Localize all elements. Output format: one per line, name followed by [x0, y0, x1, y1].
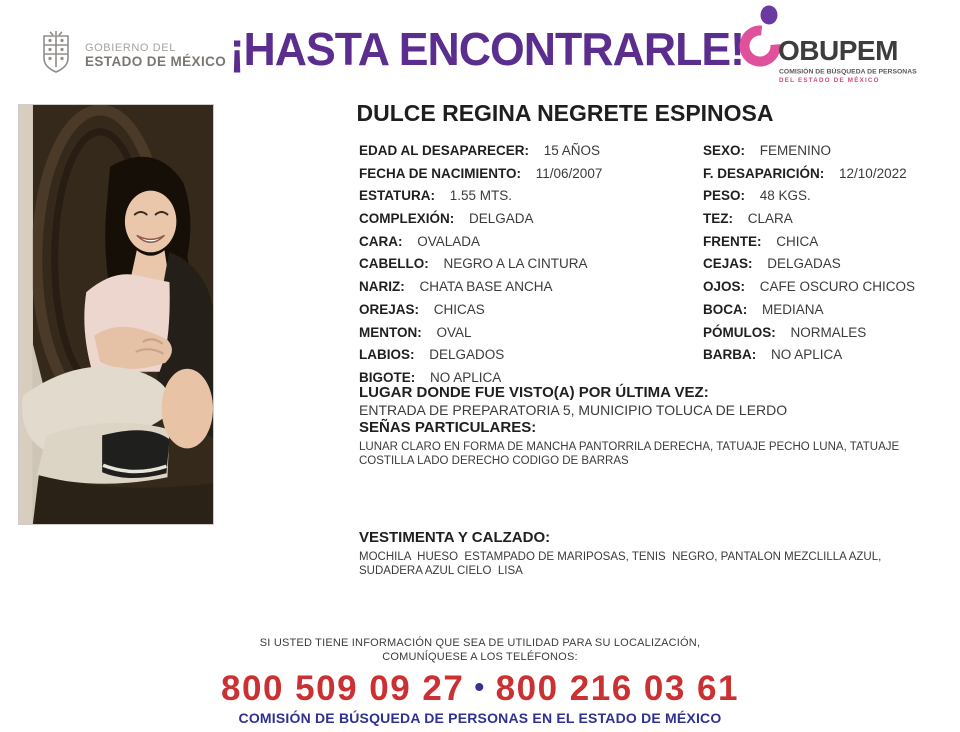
field-row [359, 208, 602, 231]
field-value: DELGADA [469, 211, 534, 227]
phone-separator-dot: • [474, 671, 486, 702]
field-label: TEZ: [703, 211, 733, 227]
field-row [359, 163, 602, 186]
field-value: CHATA BASE ANCHA [419, 279, 553, 295]
field-label: CARA: [359, 233, 403, 249]
field-value: DELGADOS [429, 347, 505, 363]
field-value: NORMALES [790, 324, 867, 340]
field-value: OVAL [436, 324, 472, 340]
field-value: MEDIANA [762, 301, 824, 317]
field-row [703, 253, 915, 276]
field-value: NO APLICA [771, 347, 843, 363]
field-label: SEXO: [703, 143, 746, 158]
field-row [703, 322, 915, 345]
field-row [703, 276, 915, 299]
field-label: MENTON: [359, 324, 422, 340]
missing-person-photo [18, 104, 214, 525]
field-value: OVALADA [417, 233, 481, 249]
clothing-label: VESTIMENTA Y CALZADO: [359, 529, 551, 546]
details-blocks [359, 384, 947, 468]
field-row [359, 185, 602, 208]
field-label: CEJAS: [703, 256, 753, 272]
footer [0, 637, 960, 726]
phone-number-1: 800 509 09 27 [221, 669, 465, 708]
field-row [703, 231, 915, 254]
gov-logo-line2: ESTADO DE MÉXICO [85, 54, 227, 69]
field-value: CHICA [776, 233, 819, 249]
field-value: FEMENINO [759, 143, 832, 158]
poster-title: ¡HASTA ENCONTRARLE! [229, 23, 745, 75]
field-value: CAFE OSCURO CHICOS [759, 279, 916, 295]
field-label: BOCA: [703, 301, 748, 317]
cobupem-logo [733, 4, 953, 89]
particular-signs-label: SEÑAS PARTICULARES: [359, 419, 537, 436]
last-seen-value: ENTRADA DE PREPARATORIA 5, MUNICIPIO TOLUCA DE LERDO [359, 401, 788, 418]
cobupem-wordmark: OBUPEM [778, 35, 898, 66]
field-row [703, 185, 915, 208]
field-label: BIGOTE: [359, 369, 416, 385]
field-row [359, 276, 602, 299]
field-value: 48 KGS. [759, 188, 811, 204]
field-row [359, 253, 602, 276]
field-row [703, 344, 915, 367]
field-value: CLARA [747, 211, 793, 227]
cobupem-subline1: COMISIÓN DE BÚSQUEDA DE PERSONAS [779, 68, 917, 76]
footer-organization: COMISIÓN DE BÚSQUEDA DE PERSONAS EN EL ESTADO DE MÉXICO [238, 710, 722, 726]
person-name: DULCE REGINA NEGRETE ESPINOSA [356, 100, 774, 126]
field-label: F. DESAPARICIÓN: [703, 165, 825, 181]
field-label: FECHA DE NACIMIENTO: [359, 165, 521, 181]
field-row [359, 299, 602, 322]
fields-column-left [359, 140, 602, 390]
field-row [703, 140, 915, 163]
field-label: LABIOS: [359, 347, 415, 363]
fields-column-right [703, 140, 915, 367]
gov-logo-line1: GOBIERNO DEL [85, 42, 176, 54]
field-value: NO APLICA [430, 369, 502, 385]
field-label: PÓMULOS: [703, 324, 776, 340]
clothing-block [359, 529, 947, 578]
field-value: 12/10/2022 [839, 165, 907, 181]
government-logo [36, 30, 226, 81]
field-row [359, 344, 602, 367]
field-row [703, 163, 915, 186]
clothing-value: MOCHILA HUESO ESTAMPADO DE MARIPOSAS, TENIS NEGRO, PANTALON MEZCLILLA AZUL, SUDADERA AZUL CIELO LISA [359, 550, 885, 577]
field-value: 1.55 MTS. [449, 188, 513, 204]
field-label: OJOS: [703, 279, 746, 295]
field-label: EDAD AL DESAPARECER: [359, 143, 530, 158]
last-seen-label: LUGAR DONDE FUE VISTO(A) POR ÚLTIMA VEZ: [359, 384, 709, 401]
cobupem-subline2: DEL ESTADO DE MÉXICO [779, 77, 880, 84]
field-row [359, 140, 602, 163]
state-coat-of-arms-icon [36, 30, 76, 81]
field-row [703, 299, 915, 322]
field-row [703, 208, 915, 231]
field-label: BARBA: [703, 347, 757, 363]
particular-signs-value: LUNAR CLARO EN FORMA DE MANCHA PANTORRILA DERECHA, TATUAJE PECHO LUNA, TATUAJE COSTILLA LADO DERECHO CODIGO DE BARRAS [359, 440, 903, 467]
field-value: 11/06/2007 [535, 165, 603, 181]
field-label: CABELLO: [359, 256, 429, 272]
phone-numbers [0, 669, 960, 707]
field-row [359, 322, 602, 345]
field-value: CHICAS [433, 301, 485, 317]
field-label: COMPLEXIÓN: [359, 211, 455, 227]
field-label: ESTATURA: [359, 188, 435, 204]
footer-info-line1: SI USTED TIENE INFORMACIÓN QUE SEA DE UTILIDAD PARA SU LOCALIZACIÓN, [259, 637, 701, 649]
field-label: PESO: [703, 188, 746, 204]
field-value: DELGADAS [767, 256, 841, 272]
field-value: NEGRO A LA CINTURA [443, 256, 588, 272]
field-value: 15 AÑOS [543, 143, 601, 158]
field-label: FRENTE: [703, 233, 762, 249]
field-row [359, 231, 602, 254]
field-label: NARIZ: [359, 279, 405, 295]
footer-info-line2: COMUNÍQUESE A LOS TELÉFONOS: [382, 650, 578, 663]
phone-number-2: 800 216 03 61 [495, 669, 739, 708]
field-label: OREJAS: [359, 301, 420, 317]
